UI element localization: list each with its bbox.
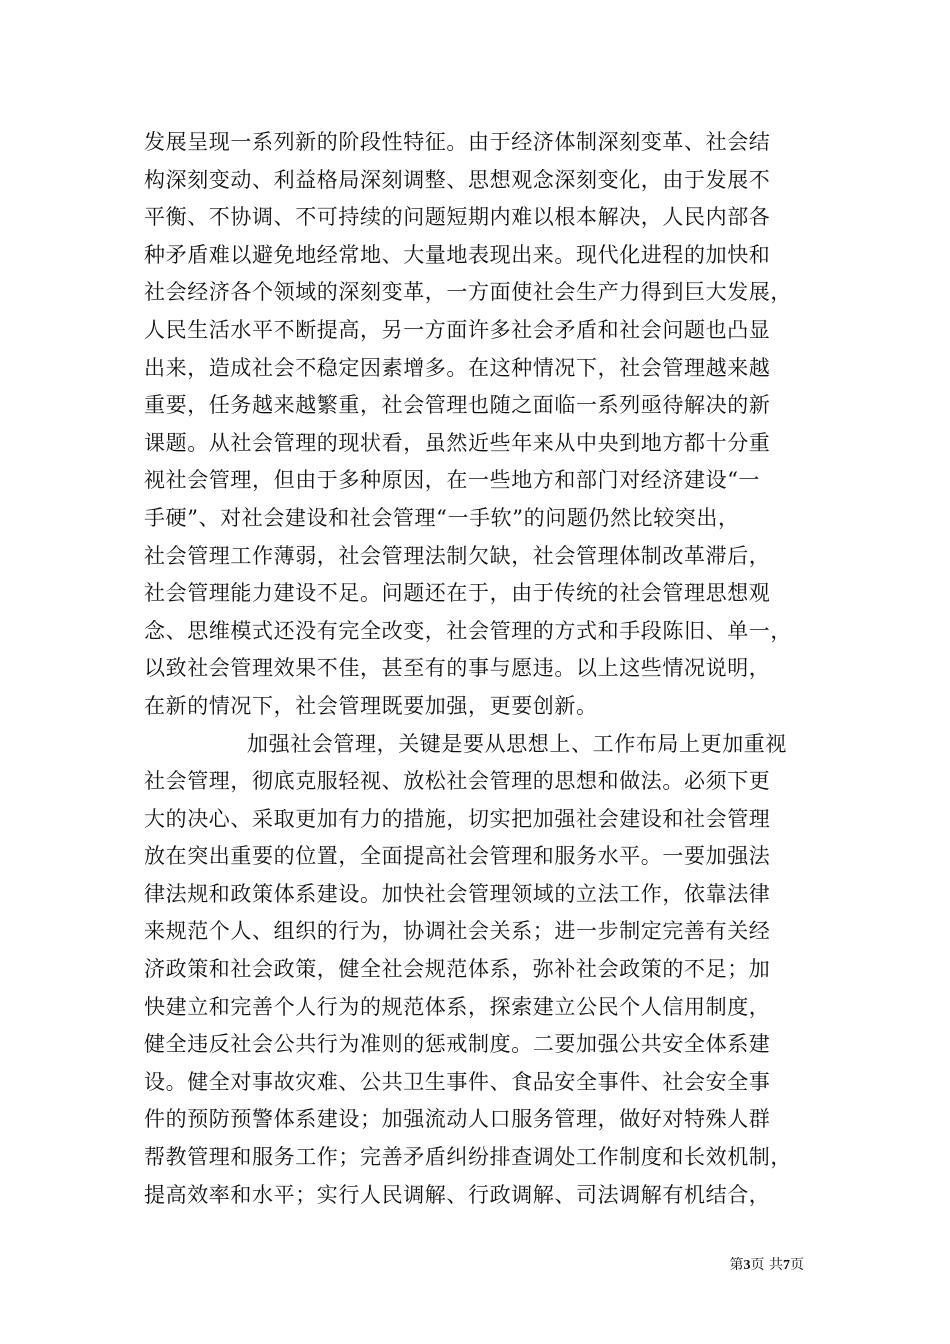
paragraph-line: 济政策和社会政策，健全社会规范体系，弥补社会政策的不足；加 (144, 957, 771, 982)
paragraph-line: 社会经济各个领域的深刻变革，一方面使社会生产力得到巨大发展， (144, 280, 792, 305)
paragraph-line: 社会管理，彻底克服轻视、放松社会管理的思想和做法。必须下更 (144, 769, 771, 794)
paragraph-line: 放在突出重要的位置，全面提高社会管理和服务水平。一要加强法 (144, 844, 771, 869)
paragraph-line: 构深刻变动、利益格局深刻调整、思想观念深刻变化，由于发展不 (144, 167, 771, 192)
paragraph-line: 念、思维模式还没有完全改变，社会管理的方式和手段陈旧、单一， (144, 618, 792, 643)
current-page-number: 3 (743, 1258, 751, 1273)
body-text (144, 124, 824, 1214)
paragraph-line: 在新的情况下，社会管理既要加强，更要创新。 (144, 693, 598, 718)
paragraph-line: 健全违反社会公共行为准则的惩戒制度。二要加强公共安全体系建 (144, 1032, 771, 1057)
paragraph-line: 律法规和政策体系建设。加快社会管理领域的立法工作，依靠法律 (144, 881, 771, 906)
paragraph-line: 加强社会管理，关键是要从思想上、工作布局上更加重视 (247, 731, 787, 756)
paragraph-2 (144, 726, 824, 1215)
paragraph-line: 帮教管理和服务工作；完善矛盾纠纷排查调处工作制度和长效机制， (144, 1145, 792, 1170)
paragraph-line: 出来，造成社会不稳定因素增多。在这种情况下，社会管理越来越 (144, 355, 771, 380)
paragraph-line: 发展呈现一系列新的阶段性特征。由于经济体制深刻变革、社会结 (144, 130, 771, 154)
page-footer (730, 1256, 804, 1275)
footer-suffix: 页 (790, 1257, 804, 1273)
paragraph-line: 视社会管理，但由于多种原因，在一些地方和部门对经济建设“一 (144, 468, 761, 493)
paragraph-line: 社会管理能力建设不足。问题还在于，由于传统的社会管理思想观 (144, 581, 771, 606)
paragraph-line: 快建立和完善个人行为的规范体系，探索建立公民个人信用制度， (144, 994, 771, 1019)
paragraph-line: 重要，任务越来越繁重，社会管理也随之面临一系列亟待解决的新 (144, 393, 771, 418)
paragraph-line: 件的预防预警体系建设；加强流动人口服务管理，做好对特殊人群 (144, 1107, 771, 1132)
paragraph-line: 人民生活水平不断提高，另一方面许多社会矛盾和社会问题也凸显 (144, 317, 771, 342)
paragraph-line: 平衡、不协调、不可持续的问题短期内难以根本解决，人民内部各 (144, 205, 771, 230)
paragraph-line: 来规范个人、组织的行为，协调社会关系；进一步制定完善有关经 (144, 919, 771, 944)
paragraph-line: 提高效率和水平；实行人民调解、行政调解、司法调解有机结合， (144, 1182, 771, 1207)
paragraph-line: 课题。从社会管理的现状看，虽然近些年来从中央到地方都十分重 (144, 430, 771, 455)
paragraph-line: 以致社会管理效果不佳，甚至有的事与愿违。以上这些情况说明， (144, 656, 771, 681)
footer-prefix: 第 (729, 1257, 744, 1273)
footer-middle: 页 共 (750, 1257, 783, 1273)
paragraph-1 (144, 124, 824, 726)
paragraph-line: 社会管理工作薄弱，社会管理法制欠缺，社会管理体制改革滞后， (144, 543, 771, 568)
paragraph-line: 大的决心、采取更加有力的措施，切实把加强社会建设和社会管理 (144, 806, 771, 831)
paragraph-line: 设。健全对事故灾难、公共卫生事件、食品安全事件、社会安全事 (144, 1069, 771, 1094)
paragraph-line: 手硬”、对社会建设和社会管理“一手软”的问题仍然比较突出， (144, 505, 740, 530)
total-pages-number: 7 (783, 1258, 790, 1273)
paragraph-line: 种矛盾难以避免地经常地、大量地表现出来。现代化进程的加快和 (144, 242, 771, 267)
